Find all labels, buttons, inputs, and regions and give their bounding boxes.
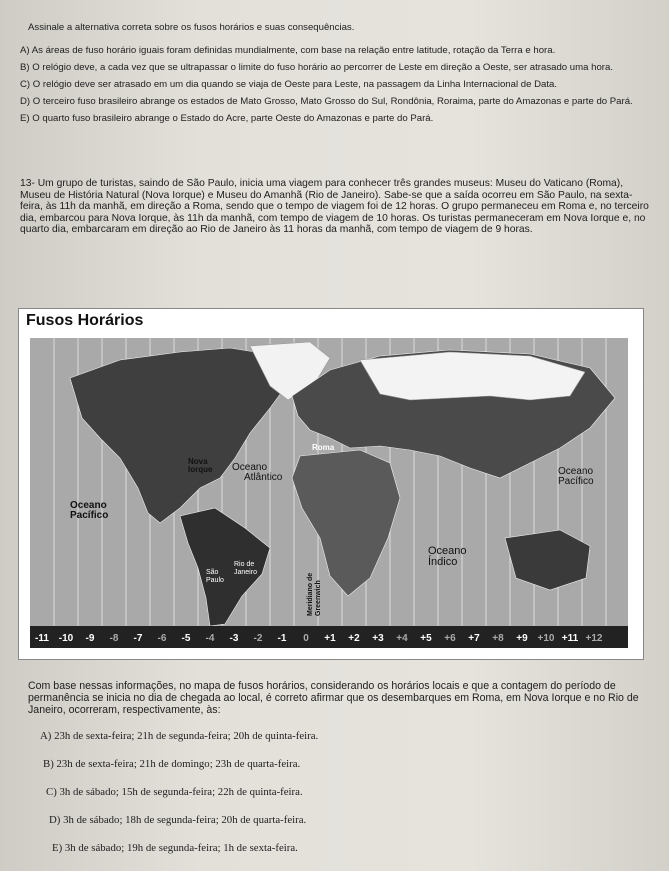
question-13 <box>20 178 650 236</box>
zone-label: 0 <box>303 633 309 644</box>
label-roma: Roma <box>312 443 335 452</box>
zone-label: -9 <box>85 633 95 644</box>
zone-label: +11 <box>561 633 579 644</box>
zone-label: -8 <box>109 633 119 644</box>
map-title: Fusos Horários <box>26 312 144 329</box>
q13-question <box>28 680 648 716</box>
question-12 <box>20 22 650 130</box>
q12-intro: Assinale a alternativa correta sobre os fusos horários e suas consequências. <box>28 22 355 33</box>
answer-b[interactable]: B) 23h de sexta-feira; 21h de domingo; 23h de quarta-feira. <box>43 758 301 770</box>
q12-option-e: E) O quarto fuso brasileiro abrange o Estado do Acre, parte Oeste do Amazonas e parte do Pará. <box>20 113 434 124</box>
zone-label: -4 <box>205 633 215 644</box>
label-oceano-pacifico-e: Oceano Pacífico <box>558 466 594 487</box>
q12-option-b: B) O relógio deve, a cada vez que se ultrapassar o limite do fuso horário ao percorrer de Leste em direção a Oeste, ser atrasado uma hora. <box>20 62 613 73</box>
zone-label: +8 <box>492 633 504 644</box>
zone-label: +7 <box>468 633 480 644</box>
zone-label: -3 <box>229 633 239 644</box>
answer-d[interactable]: D) 3h de sábado; 18h de segunda-feira; 20h de quarta-feira. <box>49 814 307 826</box>
label-meridiano-greenwich: Meridiano de Greenwich <box>307 572 322 616</box>
answer-e[interactable]: E) 3h de sábado; 19h de segunda-feira; 1h de sexta-feira. <box>52 842 298 854</box>
zone-label: -7 <box>133 633 143 644</box>
answer-a[interactable]: A) 23h de sexta-feira; 21h de segunda-feira; 20h de quinta-feira. <box>40 730 319 742</box>
zone-label: +10 <box>537 633 555 644</box>
label-oceano-atlantico: Oceano Atlântico <box>232 462 283 483</box>
zone-label: +6 <box>444 633 456 644</box>
label-rio-de-janeiro: Rio de Janeiro <box>234 561 257 576</box>
q13-text: 13- Um grupo de turistas, saindo de São Paulo, inicia uma viagem para conhecer três grandes museus: Museu do Vaticano (Roma), Museu de História Natural (Nova Iorque) e Museu do Amanhã (Rio de Janeiro). Sabe-se que a saída ocorreu em São Paulo, na sexta-feira, às 11h da manhã, em direção a Roma, sendo que o tempo de viagem foi de 12 horas. O grupo permaneceu em Roma e, no terceiro dia, embarcou para Nova Iorque, às 11h da manhã, com tempo de viagem de 10 horas. Os turistas permaneceram em Nova Iorque e, no quarto dia, embarcaram em direção ao Rio de Janeiro às 11 horas da manhã, com tempo de viagem de 9 horas. <box>20 178 649 236</box>
zone-label: +4 <box>396 633 408 644</box>
zone-label: -5 <box>181 633 191 644</box>
label-oceano-pacifico-w: Oceano Pacífico <box>70 500 109 521</box>
time-zone-map <box>30 338 628 648</box>
label-nova-iorque: Nova Iorque <box>188 457 213 474</box>
q12-option-d: D) O terceiro fuso brasileiro abrange os estados de Mato Grosso, Mato Grosso do Sul, Rondônia, Roraima, parte do Amazonas e parte do Pará. <box>20 96 633 107</box>
answer-c[interactable]: C) 3h de sábado; 15h de segunda-feira; 22h de quinta-feira. <box>46 786 303 798</box>
zone-label: +9 <box>516 633 528 644</box>
q12-option-c: C) O relógio deve ser atrasado em um dia quando se viaja de Oeste para Leste, na passagem da Linha Internacional de Data. <box>20 79 558 90</box>
zone-label: +2 <box>348 633 360 644</box>
zone-label: -2 <box>253 633 263 644</box>
zone-label: -11 <box>35 633 49 644</box>
zone-label: -6 <box>157 633 167 644</box>
label-oceano-indico: Oceano Índico <box>428 545 467 568</box>
zone-label: +5 <box>420 633 432 644</box>
q12-option-a: A) As áreas de fuso horário iguais foram definidas mundialmente, com base na relação entre latitude, rotação da Terra e hora. <box>20 45 556 56</box>
label-sao-paulo: São Paulo <box>206 569 224 584</box>
zone-label: +1 <box>324 633 336 644</box>
q13-question-text: Com base nessas informações, no mapa de fusos horários, considerando os horários locais e que a contagem do período de permanência se inicia no dia de chegada ao local, é correto afirmar que os desembarques em Roma, em Nova Iorque e no Rio de Janeiro, ocorreram, respectivamente, às: <box>28 680 639 716</box>
zone-label: -1 <box>277 633 287 644</box>
zone-label: +3 <box>372 633 384 644</box>
zone-label: +12 <box>585 633 603 644</box>
zone-label: -10 <box>58 633 74 644</box>
